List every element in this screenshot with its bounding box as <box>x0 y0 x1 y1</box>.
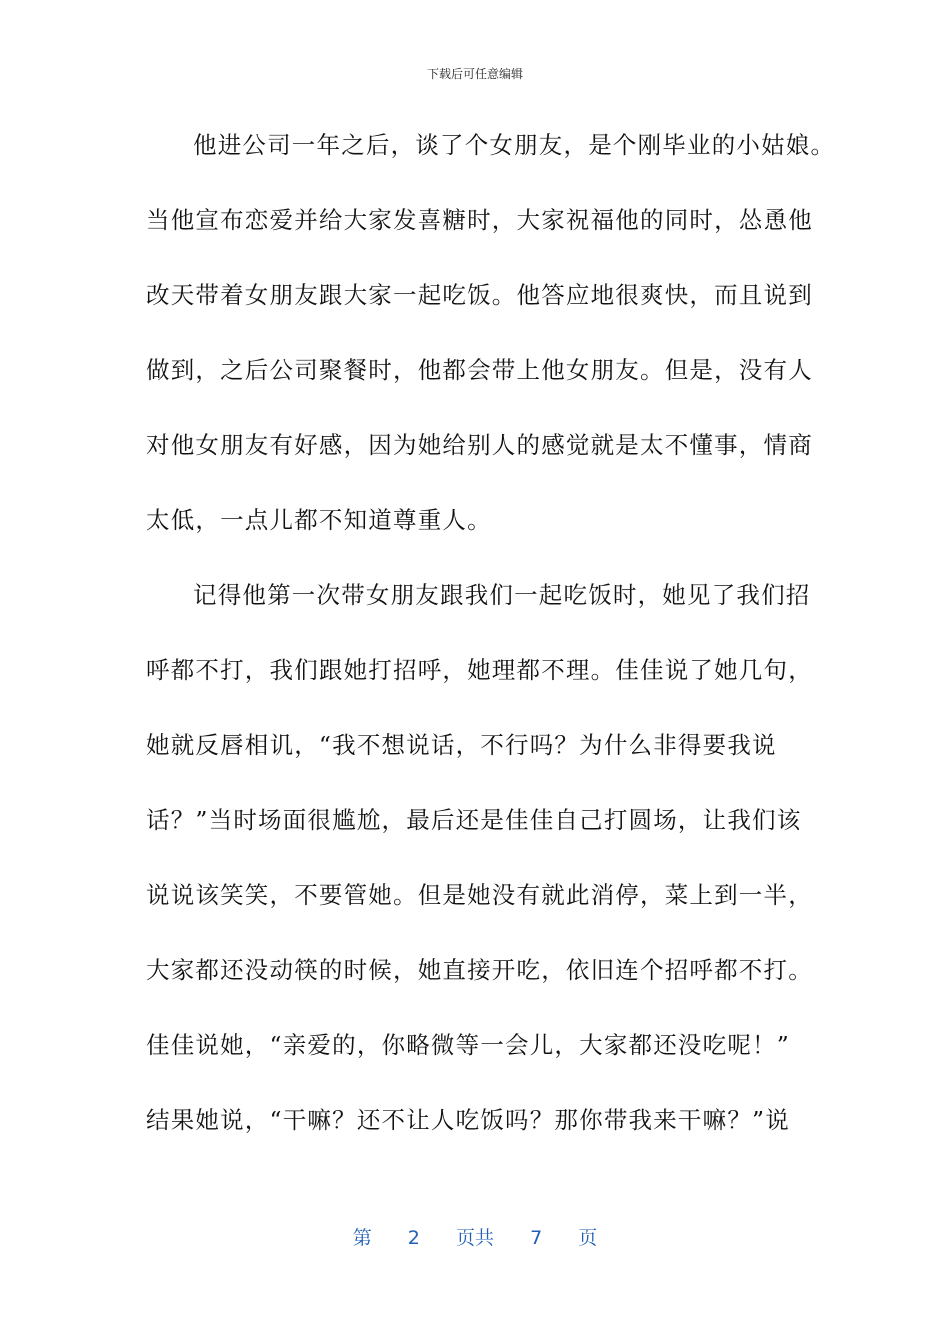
page-header: 下载后可任意编辑 <box>426 67 523 81</box>
text-line: 改天带着女朋友跟大家一起吃饭。他答应地很爽快，而且说到 <box>146 281 813 309</box>
footer-total-pages: 7 <box>530 1227 543 1249</box>
text-line: 大家都还没动筷的时候，她直接开吃，依旧连个招呼都不打。 <box>146 956 813 984</box>
text-line: 说说该笑笑，不要管她。但是她没有就此消停，菜上到一半， <box>146 881 813 909</box>
footer-middle: 页共 <box>455 1227 494 1249</box>
text-line: 她就反唇相讥，“我不想说话，不行吗？为什么非得要我说 <box>146 731 777 759</box>
text-line: 记得他第一次带女朋友跟我们一起吃饭时，她见了我们招 <box>193 581 811 609</box>
text-line: 太低，一点儿都不知道尊重人。 <box>146 506 492 534</box>
text-line: 对他女朋友有好感，因为她给别人的感觉就是太不懂事，情商 <box>146 431 813 459</box>
text-line: 话？”当时场面很尴尬，最后还是佳佳自己打圆场，让我们该 <box>146 806 802 834</box>
text-line: 当他宣布恋爱并给大家发喜糖时，大家祝福他的同时，怂恿他 <box>146 206 813 234</box>
text-line: 呼都不打，我们跟她打招呼，她理都不理。佳佳说了她几句， <box>146 656 813 684</box>
text-line: 他进公司一年之后，谈了个女朋友，是个刚毕业的小姑娘。 <box>193 131 836 159</box>
text-line: 结果她说，“干嘛？还不让人吃饭吗？那你带我来干嘛？”说 <box>146 1106 790 1134</box>
footer-suffix: 页 <box>578 1227 598 1249</box>
text-line: 佳佳说她，“亲爱的，你略微等一会儿，大家都还没吃呢！” <box>146 1031 790 1059</box>
footer-page-number: 2 <box>407 1227 420 1249</box>
page-footer <box>0 1225 950 1251</box>
text-line: 做到，之后公司聚餐时，他都会带上他女朋友。但是，没有人 <box>146 356 813 384</box>
footer-prefix: 第 <box>352 1227 372 1249</box>
